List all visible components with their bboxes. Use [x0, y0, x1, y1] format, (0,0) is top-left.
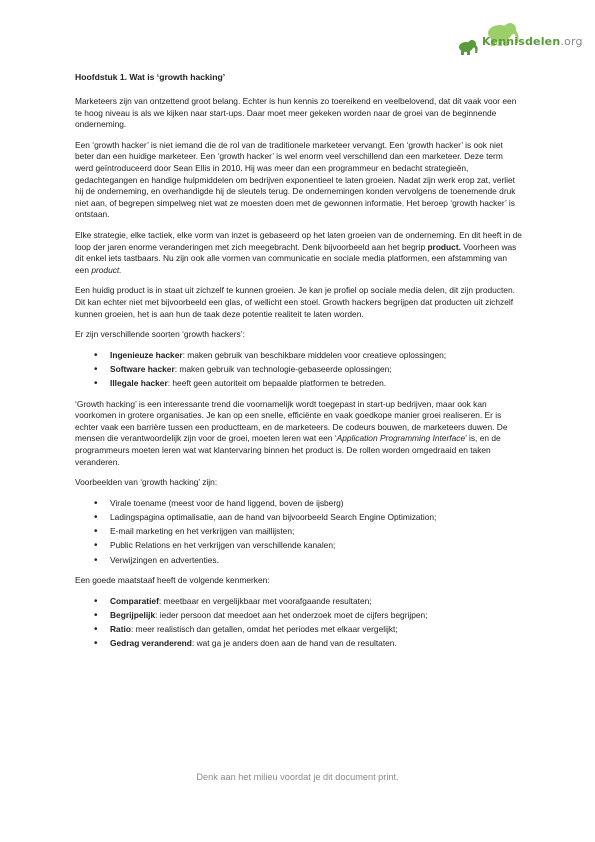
site-logo: [456, 20, 583, 60]
hacker-types-list: [75, 350, 523, 390]
list-item-term: Software hacker: [110, 363, 175, 374]
list-item: • Public Relations en het verkrijgen van verschillende kanalen;: [110, 540, 523, 552]
list-item-text: : ieder persoon dat meedoet aan het onderzoek moet de cijfers begrijpen;: [155, 609, 428, 620]
list-item: [110, 624, 523, 636]
document-body: [75, 72, 523, 659]
logo-tld: .org: [560, 35, 583, 48]
examples-list: [75, 498, 523, 566]
paragraph-trend-text-c: ’ is, en de programmeurs moeten leren wat wat klantervaring binnen het product is. De rollen worden omgedraaid en taken veranderen.: [75, 433, 501, 467]
list-item: • Ladingspagina optimalisatie, aan de hand van bijvoorbeeld Search Engine Optimization;: [110, 512, 523, 524]
list-item-term: Gedrag veranderend: [110, 638, 192, 649]
paragraph-strategy: [75, 230, 523, 276]
list-item: • E-mail marketing en het verkrijgen van maillijsten;: [110, 526, 523, 538]
list-item: [110, 378, 523, 390]
list-item-term: Ratio: [110, 624, 131, 635]
list-item: [110, 364, 523, 376]
list-item-term: Begrijpelijk: [110, 609, 156, 620]
list-item-term: Comparatief: [110, 595, 159, 606]
logo-wordmark[interactable]: [482, 35, 583, 48]
list-item-term: Illegale hacker: [110, 378, 168, 389]
list-item-text: : maken gebruik van beschikbare middelen voor creatieve oplossingen;: [182, 349, 447, 360]
paragraph-hacker-types-intro: Er zijn verschillende soorten ‘growth hackers’:: [75, 329, 245, 340]
criteria-list: [75, 596, 523, 650]
paragraph-strategy-text-c: Voorheen was dit enkel iets tastbaars. Nu zijn ook alle vormen van communicatie en sociale media platformen, een afstamming van een: [75, 241, 517, 275]
paragraph-strategy-text-a: Elke strategie, elke tactiek, elke vorm van inzet is gebaseerd op het laten groeien van de onderneming. En dit heeft in de loop der jaren enorme veranderingen met zich meegebracht. Denk bijvoorbeeld aan het begrip: [75, 229, 522, 252]
list-item-term: Ingenieuze hacker: [110, 349, 183, 360]
paragraph-growth-hacker: Een ‘growth hacker’ is niet iemand die de rol van de traditionele marketeer vervangt. Een ‘growth hacker’ is ook niet beter dan een huidige marketeer. Een ‘growth hacker’ is wel enorm veel verschillend dan een marketeer. Deze term werd geïntroduceerd door Sean Ellis in 2010. Hij was meer dan een programmeur en bedacht strategieën, gedachtegangen en handige hulpmiddelen om bedrijven exponentieel te laten groeien. Nadat zijn werk erop zat, verliet hij de onderneming, en overhandigde hij de sleutels terug. De ondernemingen konden vervolgens de toenemende druk niet aan, of begrepen simpelweg niet wat ze moesten doen met de gewonnen informatie. Het beroep ‘growth hacker’ is ontstaan.: [75, 139, 516, 220]
term-api: Application Programming Interface: [336, 433, 466, 444]
paragraph-intro: Marketeers zijn van ontzettend groot belang. Echter is hun kennis zo toereikend en veelbelovend, dat dit vaak voor een te hoog niveau is als we kijken naar start-ups. Daar moet meer gekeken worden naar de groei van de beginnende onderneming.: [75, 96, 517, 130]
list-item: • Virale toename (meest voor de hand liggend, boven de ijsberg): [110, 498, 523, 510]
logo-brand: Kennisdelen: [482, 35, 561, 48]
paragraph-examples-intro: Voorbeelden van ‘growth hacking’ zijn:: [75, 477, 218, 488]
paragraph-trend: [75, 399, 523, 469]
footer-note: Denk aan het milieu voordat je dit document print.: [196, 772, 399, 782]
paragraph-criteria-intro: Een goede maatstaaf heeft de volgende kenmerken:: [75, 575, 270, 586]
list-item: [110, 638, 523, 650]
list-item-text: : heeft geen autoriteit om bepaalde platformen te betreden.: [167, 378, 387, 389]
list-item-text: : meetbaar en vergelijkbaar met voorafgaande resultaten;: [158, 595, 372, 606]
term-product-italic: product.: [91, 264, 122, 275]
list-item-text: : wat ga je anders doen aan de hand van de resultaten.: [191, 638, 397, 649]
list-item: [110, 610, 523, 622]
paragraph-trend-text-a: ‘Growth hacking’ is een interessante trend die voornamelijk wordt toegepast in start-up bedrijven, maar ook kan voorkomen in grotere organisaties. Je kan op een snelle, efficiënte en vaak goedkope manier groei realiseren. Er is echter vaak een barrière tussen een productteam, en de marketeers. De codeurs bouwen, de marketeers duwen. De mensen die verantwoordelijk zijn voor de groei, moeten leren wat een ‘: [75, 398, 508, 444]
paragraph-product: Een huidig product is in staat uit zichzelf te kunnen groeien. Je kan je profiel op sociale media delen, dit zijn producten. Dit kan echter niet met bijvoorbeeld een glas, of wellicht een stoel. Growth hackers begrijpen dat producten uit zichzelf kunnen groeien, het is aan hun de taak deze potentie realiteit te laten worden.: [75, 285, 515, 319]
list-item: [110, 350, 523, 362]
list-item-text: : maken gebruik van technologie-gebaseerde oplossingen;: [174, 363, 392, 374]
term-product: product.: [427, 241, 461, 252]
list-item-text: : meer realistisch dan getallen, omdat het periodes met elkaar vergelijkt;: [130, 624, 398, 635]
list-item: [110, 596, 523, 608]
list-item: • Verwijzingen en advertenties.: [110, 555, 523, 567]
chapter-heading: Hoofdstuk 1. Wat is ‘growth hacking’: [75, 72, 226, 82]
